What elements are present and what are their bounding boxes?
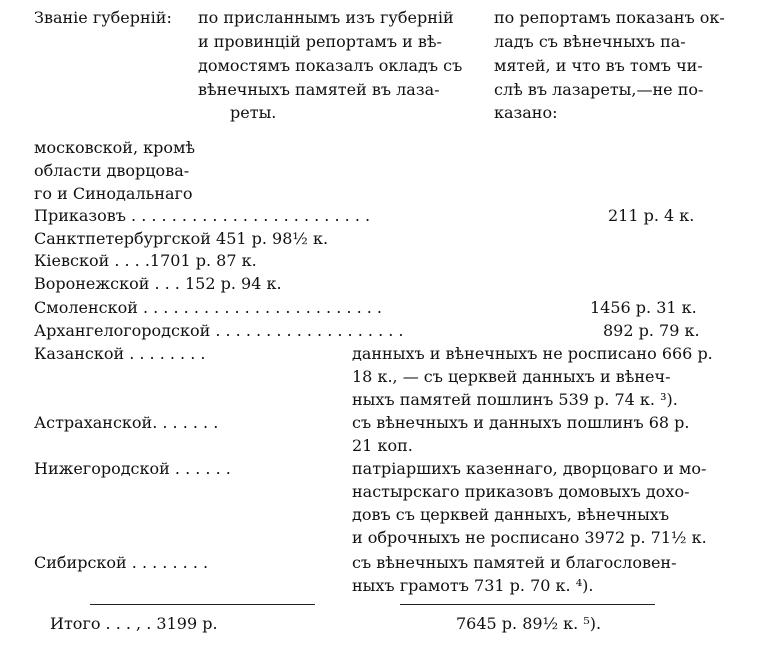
entry-nizhny: Нижегородской . . . . . . bbox=[34, 459, 231, 478]
header-col3-line1: по репортамъ показанъ ок- bbox=[494, 8, 725, 27]
header-col2-line4: вѣнечныхъ памятей въ лаза- bbox=[198, 80, 440, 99]
header-col2-line1: по присланнымъ изъ губерній bbox=[198, 8, 454, 27]
header-col2-line2: и провинцій репортамъ и вѣ- bbox=[198, 32, 442, 51]
total-rule-left bbox=[90, 604, 315, 605]
header-col3-line3: мятей, и что въ томъ чи- bbox=[494, 56, 703, 75]
nizhny-note-line2: настырскаго приказовъ домовыхъ дохо- bbox=[352, 482, 690, 501]
entry-voronezh: Воронежской . . . 152 р. 94 к. bbox=[34, 274, 282, 293]
value-arkhangelsk: 892 р. 79 к. bbox=[603, 321, 700, 340]
header-col3-line4: слѣ въ лазареты,—не по- bbox=[494, 80, 704, 99]
entry-kazan: Казанской . . . . . . . . bbox=[34, 344, 206, 363]
header-col3-line5: казано: bbox=[494, 103, 558, 122]
header-col3-line2: ладъ съ вѣнечныхъ па- bbox=[494, 32, 686, 51]
entry-prikazov: Приказовъ . . . . . . . . . . . . . . . . . . . . . . . . bbox=[34, 206, 371, 225]
siberia-note-line2: ныхъ грамотъ 731 р. 70 к. ⁴). bbox=[352, 576, 594, 595]
entry-astrakhan: Астраханской. . . . . . . bbox=[34, 413, 219, 432]
kazan-note-line2: 18 к., — съ церквей данныхъ и вѣнеч- bbox=[352, 367, 671, 386]
entry-kiev: Кіевской . . . .1701 р. 87 к. bbox=[34, 251, 257, 270]
kazan-note-line1: данныхъ и вѣнечныхъ не росписано 666 р. bbox=[352, 344, 713, 363]
value-prikazov: 211 р. 4 к. bbox=[608, 206, 695, 225]
nizhny-note-line1: патріаршихъ казеннаго, дворцоваго и мо- bbox=[352, 459, 707, 478]
astrakhan-note-line1: съ вѣнечныхъ и данныхъ пошлинъ 68 р. bbox=[352, 413, 690, 432]
entry-smolensk: Смоленской . . . . . . . . . . . . . . . . . . . . . . . . bbox=[34, 298, 382, 317]
entry-spb: Санктпетербургской 451 р. 98½ к. bbox=[34, 229, 329, 248]
moscow-line1: московской, кромѣ bbox=[34, 138, 196, 157]
header-col1: Званіе губерній: bbox=[34, 8, 172, 27]
entry-siberia: Сибирской . . . . . . . . bbox=[34, 553, 209, 572]
total-right: 7645 р. 89½ к. ⁵). bbox=[456, 614, 602, 633]
astrakhan-note-line2: 21 коп. bbox=[352, 436, 413, 455]
nizhny-note-line4: и оброчныхъ не росписано 3972 р. 71½ к. bbox=[352, 528, 707, 547]
kazan-note-line3: ныхъ памятей пошлинъ 539 р. 74 к. ³). bbox=[352, 390, 678, 409]
value-smolensk: 1456 р. 31 к. bbox=[590, 298, 697, 317]
siberia-note-line1: съ вѣнечныхъ памятей и благословен- bbox=[352, 553, 677, 572]
entry-arkhangelsk: Архангелогородской . . . . . . . . . . . . . . . . . . . bbox=[34, 321, 404, 340]
total-label: Итого . . . , . 3199 р. bbox=[50, 614, 218, 633]
moscow-line3: го и Синодальнаго bbox=[34, 184, 193, 203]
total-rule-right bbox=[400, 604, 655, 605]
moscow-line2: области дворцова- bbox=[34, 161, 190, 180]
header-col2-line3: домостямъ показалъ окладъ съ bbox=[198, 56, 463, 75]
nizhny-note-line3: довъ съ церквей данныхъ, вѣнечныхъ bbox=[352, 505, 670, 524]
header-col2-line5: реты. bbox=[230, 103, 277, 122]
